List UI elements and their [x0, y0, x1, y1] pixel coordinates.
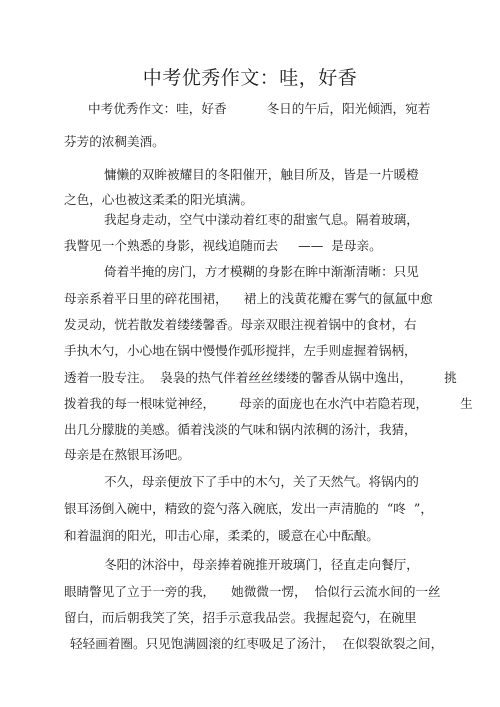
paragraph-line: 轻轻画着圈。只见饱满圆滚的红枣吸足了汤汁， 在似裂欲裂之间， [70, 636, 444, 651]
paragraph-line: 中考优秀作文：哇，好香 冬日的午后，阳光倾洒，宛若 [88, 101, 431, 116]
paragraph-line: 透着一股专注。 袅袅的热气伴着丝丝缕缕的馨香从锅中逸出， 挑 [64, 370, 457, 385]
paragraph-line: 留白，而后朝我笑了笑，招手示意我品尝。我握起瓷勺，在碗里 [64, 610, 417, 625]
paragraph-line: 我瞥见一个熟悉的身影，视线追随而去 —— 是母亲。 [64, 238, 382, 253]
paragraph-line: 不久，母亲便放下了手中的木勺，关了天然气。将锅内的 [104, 474, 419, 489]
paragraph-line: 母亲系着平日里的碎花围裙， 裙上的浅黄花瓣在雾气的氤氲中愈 [64, 291, 433, 306]
paragraph-line: 母亲是在熬银耳汤吧。 [64, 447, 190, 462]
paragraph-line: 我起身走动，空气中漾动着红枣的甜蜜气息。隔着玻璃， [104, 212, 419, 227]
paragraph-line: 手执木勺，小心地在锅中慢慢作弧形搅拌，左手则虚握着锅柄， [64, 343, 417, 358]
paragraph-line: 芬芳的浓稠美酒。 [64, 134, 165, 149]
paragraph-line: 银耳汤倒入碗中，精致的瓷勺落入碗底，发出一声清脆的 “咚 ”， [64, 501, 433, 516]
paragraph-line: 和着温润的阳光，叩击心扉，柔柔的，暖意在心中酝酿。 [64, 528, 379, 543]
paragraph-line: 拨着我的每一根味觉神经， 母亲的面庞也在水汽中若隐若现， 生 [64, 396, 473, 411]
paragraph-line: 慵懒的双眸被耀目的冬阳催开，触目所及，皆是一片暖橙 [104, 167, 419, 182]
paragraph-line: 之色，心也被这柔柔的阳光填满。 [64, 192, 253, 207]
paragraph-line: 冬阳的沐浴中，母亲捧着碗推开玻璃门，径直走向餐厅， [104, 557, 419, 572]
paragraph-line: 倚着半掩的房门，方才模糊的身影在眸中渐渐清晰：只见 [104, 264, 419, 279]
paragraph-line: 发灵动，恍若散发着缕缕馨香。母亲双眼注视着锅中的食材，右 [64, 317, 417, 332]
page-title: 中考优秀作文：哇，好香 [142, 67, 358, 89]
paragraph-line: 眼睛瞥见了立于一旁的我， 她微微一愣， 恰似行云流水间的一丝 [64, 584, 441, 599]
paragraph-line: 出几分朦胧的美感。循着浅淡的气味和锅内浓稠的汤汁，我猜， [64, 422, 417, 437]
